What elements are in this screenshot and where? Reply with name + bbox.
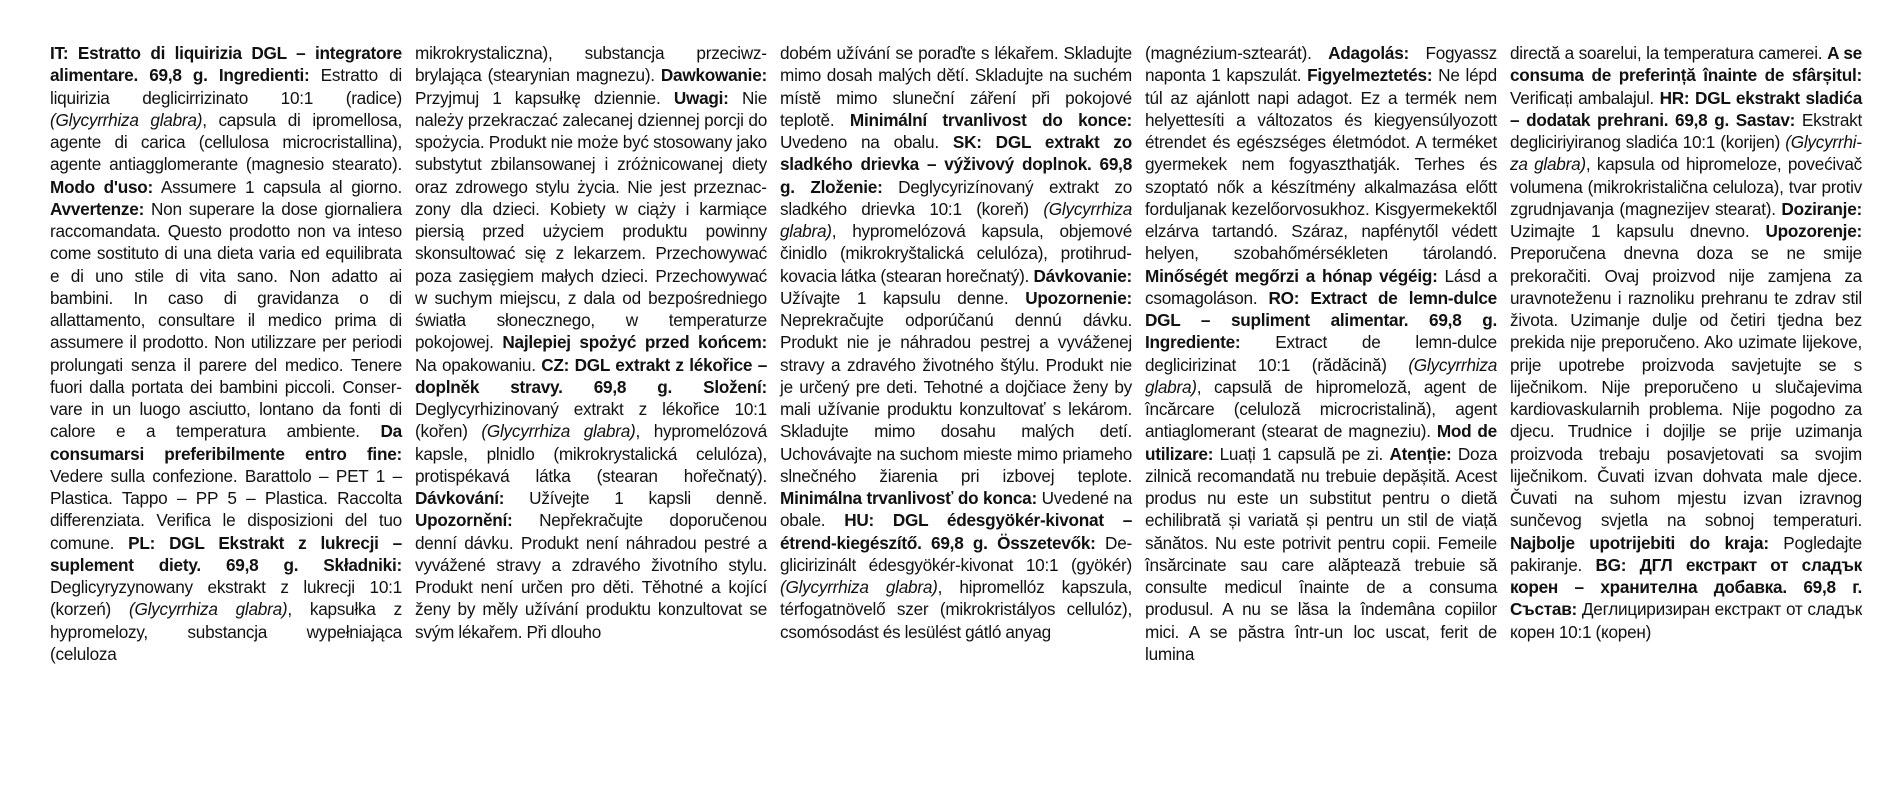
text-column-1 <box>50 42 402 762</box>
text-column-3 <box>780 42 1132 762</box>
label-text-page <box>50 42 1863 762</box>
column-3-text: dobém užívání se poraďte s lékařem. Skladujte mimo dosah malých dětí. Skladujte na suchém místě mimo sluneční záření při pokojové teplotě. Minimální trvanlivost do konce: Uvedeno na obalu. SK: DGL extrakt zo sladkého drievka – výživový doplnok. 69,8 g. Zloženie: Deglycyrizínovaný extrakt zo sladkého drievka 10:1 (koreň) (Glycyrrhiza glabra), hypromelózová kapsula, objemové činidlo (mikrokryštalická celulóza), protihrudkovacia látka (stearan horečnatý). Dávkovanie: Užívajte 1 kapsulu denne. Upozornenie: Neprekračujte odporúčanú dennú dávku. Produkt nie je náhradou pestrej a vyváženej stravy a zdravého životného štýlu. Produkt nie je určený pre deti. Tehotné a dojčiace ženy by mali užívanie produktu konzultovať s lekárom. Skladujte mimo dosahu malých detí. Uchovávajte na suchom mieste mimo priameho slnečného žiarenia pri izbovej teplote. Minimálna trvanlivosť do konca: Uvedené na obale. HU: DGL édesgyökér-kivonat – étrend-kiegészítő. 69,8 g. Összetevők: De-glicirizinált édesgyökér-kivonat 10:1 (gyökér) (Glycyrrhiza glabra), hipromellóz kapszula, térfogatnövelő szer (mikrokristályos cellulóz), csomósodást és lesülést gátló anyag <box>780 43 1133 642</box>
text-column-4 <box>1145 42 1497 762</box>
column-2-text: mikrokrystaliczna), substancja przeciwzbrylająca (stearynian magnezu). Dawkowanie: Przyjmuj 1 kapsułkę dziennie. Uwagi: Nie należy przekraczać zalecanej dziennej porcji do spożycia. Produkt nie może być stosowany jako substytut zbilansowanej i zróżnicowanej diety oraz zdrowego stylu życia. Nie jest przeznaczony dla dzieci. Kobiety w ciąży i karmiące piersią przed użyciem produktu powinny skonsultować się z lekarzem. Przechowywać poza zasięgiem małych dzieci. Przechowywać w suchym miejscu, z dala od bezpośredniego światła słonecznego, w temperaturze pokojowej. Najlepiej spożyć przed końcem: Na opakowaniu. CZ: DGL extrakt z lékořice – doplněk stravy. 69,8 g. Složení: Deglycyrhizinovaný extrakt z lékořice 10:1 (kořen) (Glycyrrhiza glabra), hypromelózová kapsle, plnidlo (mikrokrystalická celulóza), protispékavá látka (stearan hořečnatý). Dávkování: Užívejte 1 kapsli denně. Upozornění: Nepřekračujte doporučenou denní dávku. Produkt není náhradou pestré a vyvážené stravy a zdravého životního stylu. Produkt není určen pro děti. Těhotné a kojící ženy by měly užívání produktu konzultovat se svým lékařem. Při dlouho <box>415 43 768 642</box>
text-column-2 <box>415 42 767 762</box>
column-1-text: IT: Estratto di liquirizia DGL – integratore alimentare. 69,8 g. Ingredienti: Estratto di liquirizia deglicirrizinato 10:1 (radice) (Glycyrrhiza glabra), capsula di ipromellosa, agente di carica (cellulosa microcristallina), agente antiagglomerante (magnesio stearato). Modo d'uso: Assumere 1 capsula al giorno. Avvertenze: Non superare la dose giornaliera raccomandata. Questo prodotto non va inteso come sostituto di una dieta varia ed equilibrata e di uno stile di vita sano. Non adatto ai bambini. In caso di gravidanza o di allattamento, consultare il medico prima di assumere il prodotto. Non utilizzare per periodi prolungati senza il parere del medico. Tenere fuori dalla portata dei bambini piccoli. Conservare in un luogo asciutto, lontano da fonti di calore e a temperatura ambiente. Da consumarsi preferibilmente entro fine: Vedere sulla confezione. Barattolo – PET 1 – Plastica. Tappo – PP 5 – Plastica. Raccolta differenziata. Verifica le disposizioni del tuo comune. PL: DGL Ekstrakt z lukrecji – suplement diety. 69,8 g. Składniki: Deglicyryzynowany ekstrakt z lukrecji 10:1 (korzeń) (Glycyrrhiza glabra), kapsułka z hypromelozy, substancja wypełniająca (celuloza <box>50 43 403 664</box>
column-5-text: directă a soarelui, la temperatura camerei. A se consuma de preferință înainte de sfârșitul: Verificați ambalajul. HR: DGL ekstrakt sladića – dodatak prehrani. 69,8 g. Sastav: Ekstrakt degliciriyiranog sladića 10:1 (korijen) (Glycyrrhiza glabra), kapsula od hipromeloze, povećivač volumena (mikrokristalična celuloza), tvar protiv zgrudnjavanja (magnezijev stearat). Doziranje: Uzimajte 1 kapsulu dnevno. Upozorenje: Preporučena dnevna doza se ne smije prekoračiti. Ovaj proizvod nije zamjena za uravnoteženu i raznoliku prehranu te zdrav stil života. Uzimanje dulje od četiri tjedna bez prekida nije preporučeno. Ako uzimate lijekove, prije upotrebe proizvoda savjetujte se s liječnikom. Nije preporučeno u slučajevima kardiovaskularnih problema. Nije pogodno za djecu. Trudnice i dojilje se prije uzimanja proizvoda trebaju posavjetovati sa svojim liječnikom. Čuvati izvan dohvata male djece. Čuvati na suhom mjestu izvan izravnog sunčevog svjetla na sobnoj temperaturi. Najbolje upotrijebiti do kraja: Pogledajte pakiranje. BG: ДГЛ екстракт от сладък корен – хранителна добавка. 69,8 г. Състав: Деглициризиран екстракт от сладък корен 10:1 (корен) <box>1510 43 1863 642</box>
column-4-text: (magnézium-sztearát). Adagolás: Fogyassz naponta 1 kapszulát. Figyelmeztetés: Ne lépd túl az ajánlott napi adagot. Ez a termék nem helyettesíti a változatos és kiegyensúlyozott étrendet és egészséges életmódot. A terméket gyermekek nem fogyaszthatják. Terhes és szoptató nők a készítmény alkalmazása előtt forduljanak kezelőorvosukhoz. Kisgyermekektől elzárva tartandó. Száraz, napfénytől védett helyen, szobahőmérsékleten tárolandó. Minőségét megőrzi a hónap végéig: Lásd a csomagoláson. RO: Extract de lemn-dulce DGL – supliment alimentar. 69,8 g. Ingrediente: Extract de lemn-dulce deglicirizinat 10:1 (rădăcină) (Glycyrrhiza glabra), capsulă de hipromeloză, agent de încărcare (celuloză microcristalină), agent antiaglomerant (stearat de magneziu). Mod de utilizare: Luați 1 capsulă pe zi. Atenție: Doza zilnică recomandată nu trebuie depășită. Acest produs nu este un substitut pentru o dietă echilibrată și variată și pentru un stil de viață sănătos. Nu este potrivit pentru copii. Femeile însărcinate sau care alăptează trebuie să consulte medicul înainte de a consuma produsul. A nu se lăsa la îndemâna copiilor mici. A se păstra într-un loc uscat, ferit de lumina <box>1145 43 1498 664</box>
text-column-5 <box>1510 42 1862 762</box>
